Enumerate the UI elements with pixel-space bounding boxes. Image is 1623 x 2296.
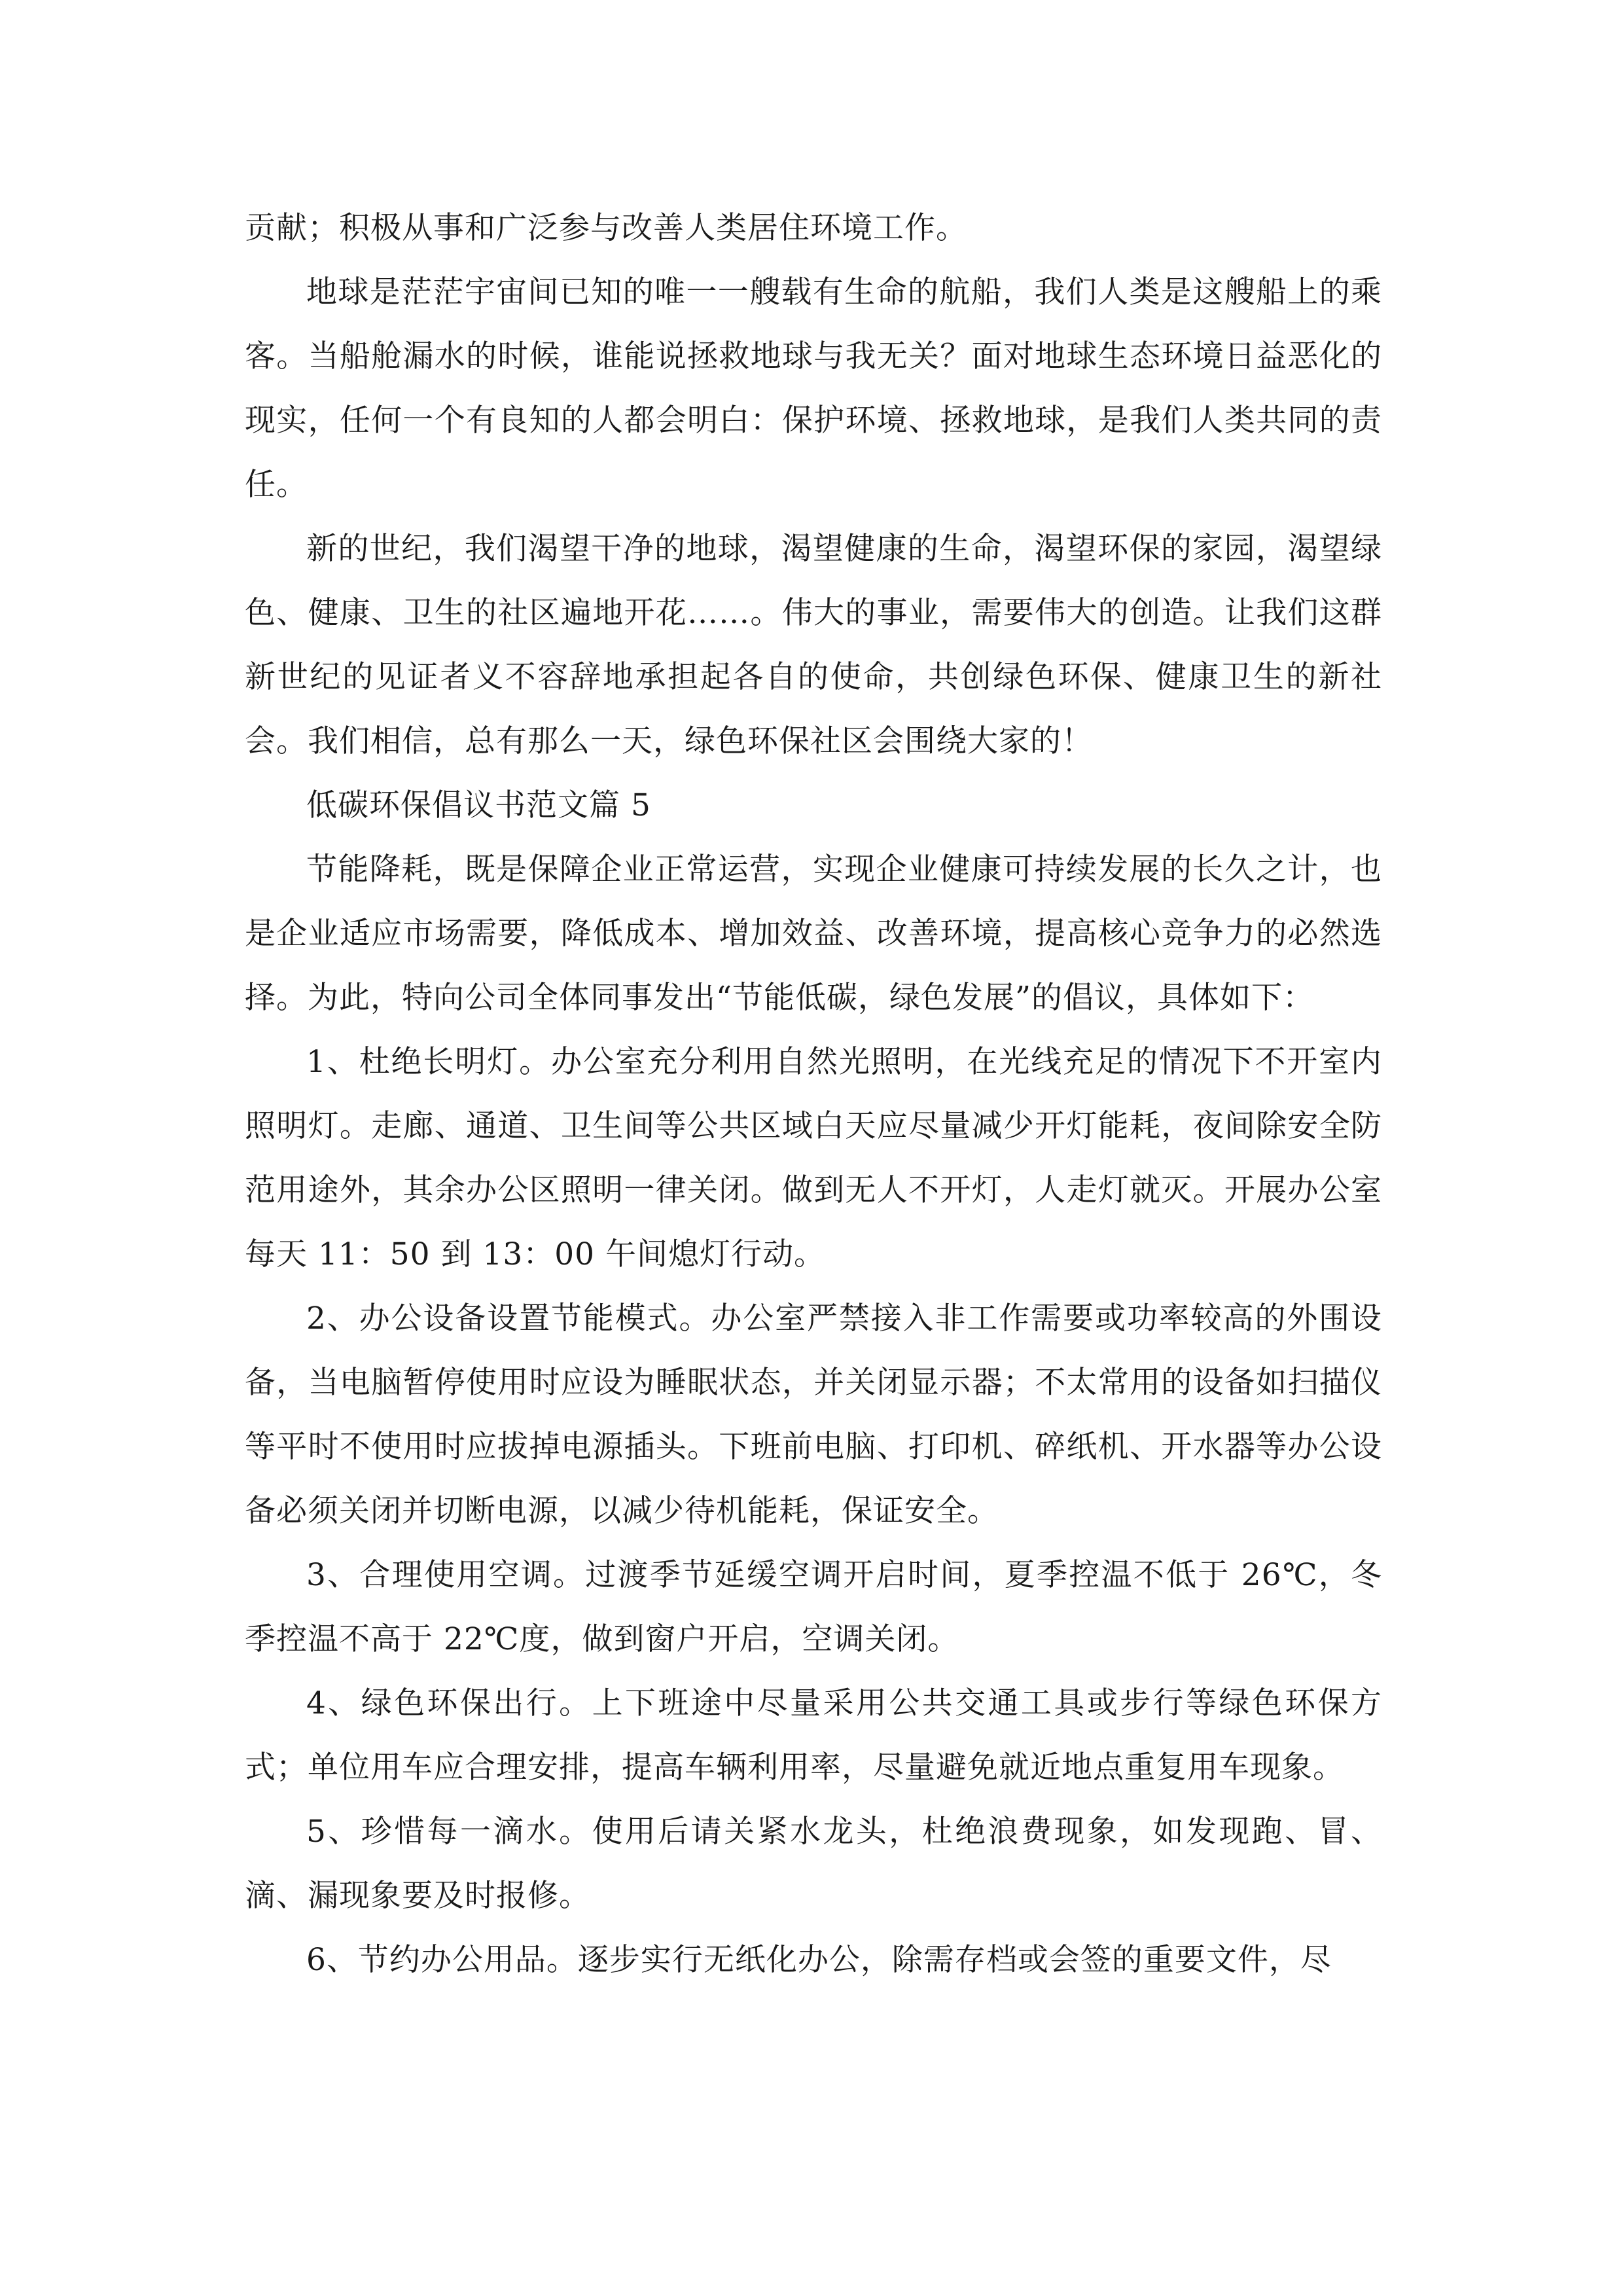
list-item-5: 5、珍惜每一滴水。使用后请关紧水龙头，杜绝浪费现象，如发现跑、冒、滴、漏现象要及时报修。 [245,1814,1382,1914]
paragraph-3: 新的世纪，我们渴望干净的地球，渴望健康的生命，渴望环保的家园，渴望绿色、健康、卫生的社区遍地开花……。伟大的事业，需要伟大的创造。让我们这群新世纪的见证者义不容辞地承担起各自的使命，共创绿色环保、健康卫生的新社会。我们相信，总有那么一天，绿色环保社区会围绕大家的！ [245,531,1382,759]
paragraph-intro: 节能降耗，既是保障企业正常运营，实现企业健康可持续发展的长久之计，也是企业适应市场需要，降低成本、增加效益、改善环境，提高核心竞争力的必然选择。为此，特向公司全体同事发出“节能低碳，绿色发展”的倡议，具体如下： [245,852,1382,1016]
list-item-4: 4、绿色环保出行。上下班途中尽量采用公共交通工具或步行等绿色环保方式；单位用车应合理安排，提高车辆利用率，尽量避免就近地点重复用车现象。 [245,1685,1382,1785]
list-item-1: 1、杜绝长明灯。办公室充分利用自然光照明，在光线充足的情况下不开室内照明灯。走廊、通道、卫生间等公共区域白天应尽量减少开灯能耗，夜间除安全防范用途外，其余办公区照明一律关闭。做到无人不开灯，人走灯就灭。开展办公室每天 11：50 到 13：00 午间熄灯行动。 [245,1044,1382,1272]
paragraph-2: 地球是茫茫宇宙间已知的唯一一艘载有生命的航船，我们人类是这艘船上的乘客。当船舱漏水的时候，谁能说拯救地球与我无关？面对地球生态环境日益恶化的现实，任何一个有良知的人都会明白：保护环境、拯救地球，是我们人类共同的责任。 [245,274,1382,503]
list-item-6: 6、节约办公用品。逐步实行无纸化办公，除需存档或会签的重要文件，尽 [306,1942,1332,1978]
section-heading: 低碳环保倡议书范文篇 5 [306,787,651,823]
list-item-2: 2、办公设备设置节能模式。办公室严禁接入非工作需要或功率较高的外围设备，当电脑暂停使用时应设为睡眠状态，并关闭显示器；不太常用的设备如扫描仪等平时不使用时应拔掉电源插头。下班前电脑、打印机、碎纸机、开水器等办公设备必须关闭并切断电源，以减少待机能耗，保证安全。 [245,1300,1382,1529]
paragraph-1: 贡献；积极从事和广泛参与改善人类居住环境工作。 [245,210,967,246]
document-body [245,196,1382,1992]
list-item-3: 3、合理使用空调。过渡季节延缓空调开启时间，夏季控温不低于 26℃，冬季控温不高于 22℃度，做到窗户开启，空调关闭。 [245,1557,1382,1657]
